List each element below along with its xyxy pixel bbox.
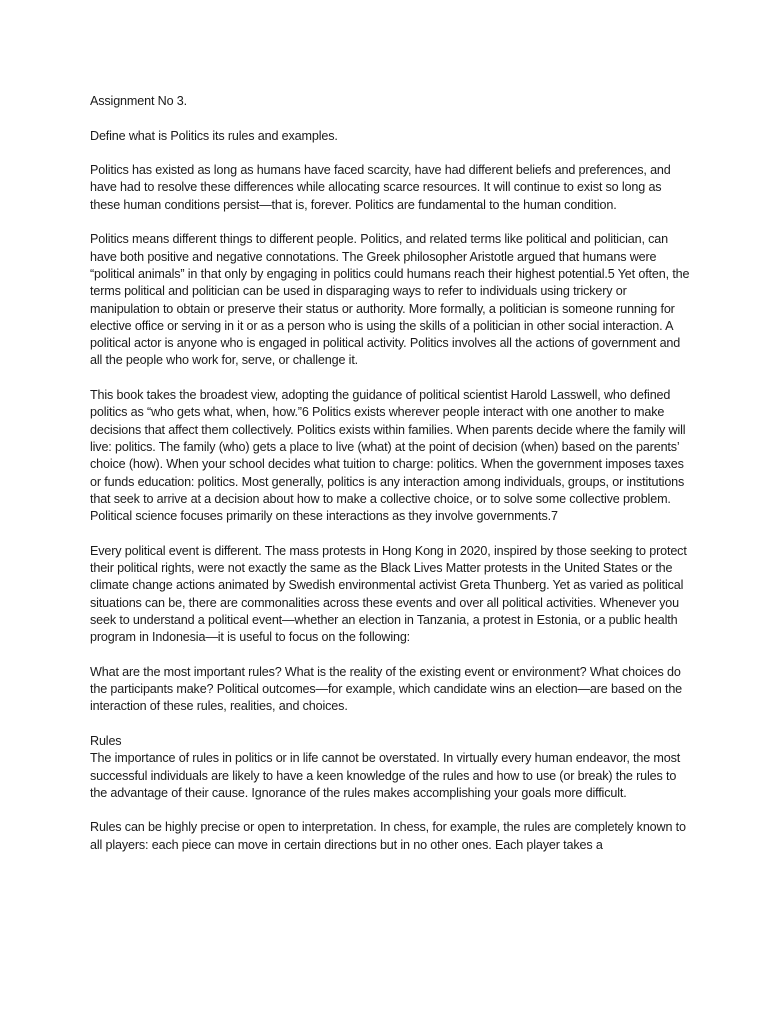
- assignment-title: Assignment No 3.: [90, 94, 187, 108]
- paragraph-2: Politics means different things to different people. Politics, and related terms like political and politician, can have both positive and negative connotations. The Greek philosopher Aristotle argued that humans were “political animals” in that only by engaging in politics could humans reach their highest potential.5 Yet often, the terms political and politician can be used in disparaging ways to refer to individuals using trickery or manipulation to obtain or preserve their status or authority. More formally, a politician is someone running for elective office or serving in it or as a person who is using the skills of a politician in other social interaction. A political actor is anyone who is engaged in political activity. Politics involves all the actions of government and all the people who work for, serve, or challenge it.: [90, 232, 690, 368]
- document-page: [90, 93, 690, 871]
- assignment-question: Define what is Politics its rules and examples.: [90, 128, 338, 143]
- paragraph-3: This book takes the broadest view, adopting the guidance of political scientist Harold Lasswell, who defined politics as “who gets what, when, how.”6 Politics exists wherever people interact with one another to make decisions that affect them collectively. Politics exists within families. When parents decide where the family will live: politics. The family (who) gets a place to live (what) at the point of decision (when) based on the parents’ choice (how). When your school decides what tuition to charge: politics. When the government imposes taxes or funds education: politics. Most generally, politics is any interaction among individuals, groups, or institutions that seek to arrive at a decision about how to make a collective choice, or to solve some collective problem. Political science focuses primarily on these interactions as they involve governments.7: [90, 388, 686, 524]
- final-paragraph: Rules can be highly precise or open to interpretation. In chess, for example, the rules are completely known to all players: each piece can move in certain directions but in no other ones. Each player takes a: [90, 820, 686, 852]
- rules-heading: Rules: [90, 733, 122, 748]
- rules-paragraph: The importance of rules in politics or in life cannot be overstated. In virtually every human endeavor, the most successful individuals are likely to have a keen knowledge of the rules and how to use (or break) the rules to the advantage of their cause. Ignorance of the rules makes accomplishing your goals more difficult.: [90, 751, 681, 800]
- paragraph-4: Every political event is different. The mass protests in Hong Kong in 2020, inspired by those seeking to protect their political rights, were not exactly the same as the Black Lives Matter protests in the United States or the climate change actions animated by Swedish environmental activist Greta Thunberg. Yet as varied as political situations can be, there are commonalities across these events and over all political activities. Whenever you seek to understand a political event—whether an election in Tanzania, a protest in Estonia, or a public health program in Indonesia—it is useful to focus on the following:: [90, 543, 687, 645]
- paragraph-1: Politics has existed as long as humans have faced scarcity, have had different beliefs and preferences, and have had to resolve these differences while allocating scarce resources. It will continue to exist so long as these human conditions persist—that is, forever. Politics are fundamental to the human condition.: [90, 163, 671, 212]
- paragraph-5: What are the most important rules? What is the reality of the existing event or environment? What choices do the participants make? Political outcomes—for example, which candidate wins an election—are based on the interaction of these rules, realities, and choices.: [90, 664, 683, 714]
